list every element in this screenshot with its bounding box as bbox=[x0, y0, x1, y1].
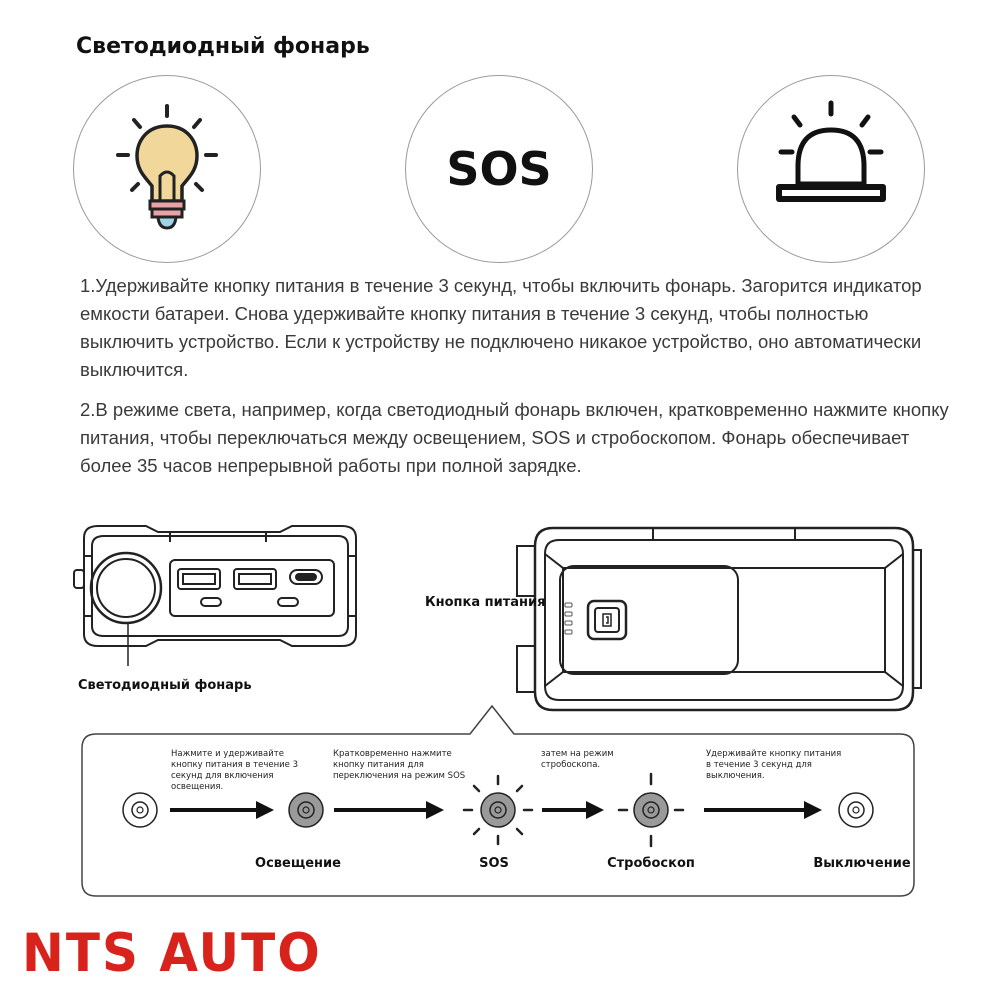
brand-logo: NTS AUTO bbox=[22, 922, 322, 984]
power-button-label: Кнопка питания bbox=[425, 595, 546, 610]
beacon-circle bbox=[737, 75, 925, 263]
led-flashlight-label: Светодиодный фонарь bbox=[78, 678, 252, 693]
flow-step-4-text: Удерживайте кнопку питания в течение 3 секунд для выключения. bbox=[706, 749, 842, 781]
arrow-icon bbox=[170, 801, 274, 819]
mode-label-sos: SOS bbox=[479, 856, 509, 871]
instruction-paragraph-1: 1.Удерживайте кнопку питания в течение 3 секунд, чтобы включить фонарь. Загорится индикатор емкости батареи. Снова удерживайте кнопку питания в течение 3 секунд, чтобы полностью выключить устройство. Если к устройству не подключено никакое устройство, оно автоматически выключится. bbox=[80, 275, 922, 380]
page-title: Светодиодный фонарь bbox=[76, 34, 370, 59]
sos-circle bbox=[405, 75, 593, 263]
instruction-paragraph-2: 2.В режиме света, например, когда светодиодный фонарь включен, кратковременно нажмите кнопку питания, чтобы переключаться между освещением, SOS и стробоскопом. Фонарь обеспечивает более 35 часов непрерывной работы при полной зарядке. bbox=[80, 399, 949, 476]
off-button-icon bbox=[839, 793, 873, 827]
device-back-view bbox=[505, 516, 925, 716]
off-button-icon bbox=[123, 793, 157, 827]
mode-label-strobe: Стробоскоп bbox=[607, 856, 695, 871]
sos-button-icon bbox=[464, 776, 532, 844]
arrow-icon bbox=[542, 801, 604, 819]
strobe-button-icon bbox=[619, 774, 683, 846]
arrow-icon bbox=[334, 801, 444, 819]
sos-icon-text: SOS bbox=[446, 142, 552, 196]
mode-label-light: Освещение bbox=[255, 856, 341, 871]
flow-step-3-text: затем на режим стробоскопа. bbox=[541, 749, 614, 770]
device-front-view bbox=[66, 516, 376, 666]
lightbulb-circle bbox=[73, 75, 261, 263]
mode-label-off: Выключение bbox=[813, 856, 911, 871]
arrow-icon bbox=[704, 801, 822, 819]
beacon-light-icon bbox=[738, 76, 924, 262]
lightbulb-icon bbox=[74, 76, 260, 262]
flow-step-2-text: Кратковременно нажмите кнопку питания для переключения на режим SOS bbox=[333, 749, 466, 781]
flow-step-1-text: Нажмите и удерживайте кнопку питания в течение 3 секунд для включения освещения. bbox=[171, 749, 299, 792]
light-button-icon bbox=[289, 793, 323, 827]
